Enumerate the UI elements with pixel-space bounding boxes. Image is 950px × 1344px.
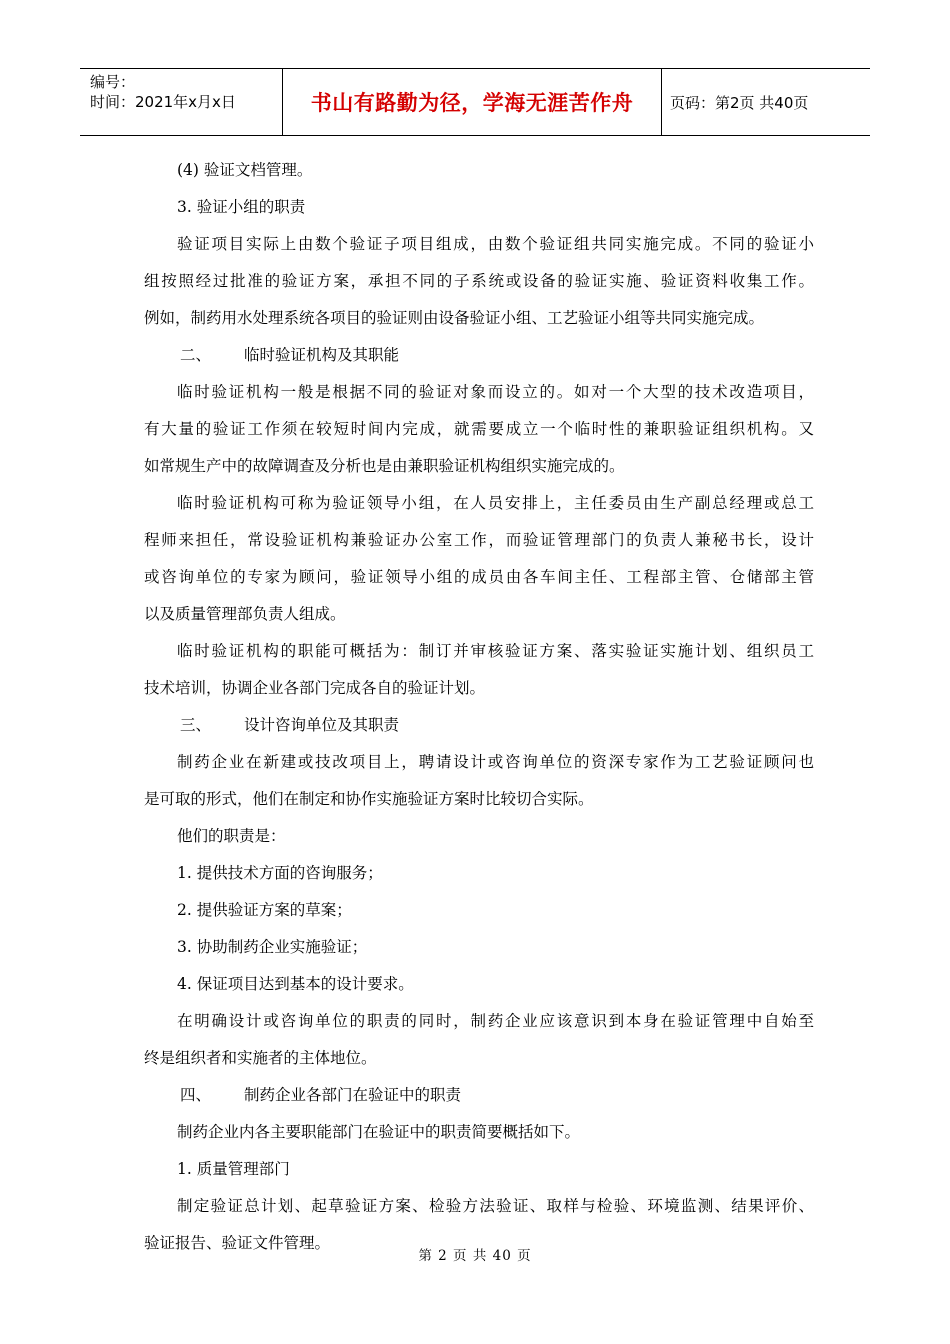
section-title: 制药企业各部门在验证中的职责 xyxy=(244,1086,462,1104)
paragraph-line: 1. 提供技术方面的咨询服务； xyxy=(177,864,383,882)
section-number: 二、 xyxy=(180,346,212,364)
page-footer: 第 2 页 共 40 页 xyxy=(418,1248,532,1264)
paragraph-line: 程师来担任，常设验证机构兼验证办公室工作，而验证管理部门的负责人兼秘书长，设计 xyxy=(144,531,814,549)
page-header xyxy=(80,68,870,136)
header-page-info: 页码：第2页 共40页 xyxy=(670,93,809,112)
paragraph-line: 1. 质量管理部门 xyxy=(177,1160,290,1178)
section-title: 设计咨询单位及其职责 xyxy=(244,716,400,734)
section-number: 四、 xyxy=(180,1086,212,1104)
paragraph-line: 组按照经过批准的验证方案，承担不同的子系统或设备的验证实施、验证资料收集工作。 xyxy=(144,272,814,290)
paragraph-line: 以及质量管理部负责人组成。 xyxy=(144,605,346,623)
paragraph-line: 制药企业在新建或技改项目上，聘请设计或咨询单位的资深专家作为工艺验证顾问也 xyxy=(177,753,814,771)
paragraph-line: 制定验证总计划、起草验证方案、检验方法验证、取样与检验、环境监测、结果评价、 xyxy=(177,1197,814,1215)
paragraph-line: 或咨询单位的专家为顾问，验证领导小组的成员由各车间主任、工程部主管、仓储部主管 xyxy=(144,568,814,586)
paragraph-line: 验证项目实际上由数个验证子项目组成，由数个验证组共同实施完成。不同的验证小 xyxy=(177,235,814,253)
document-body xyxy=(144,152,814,1262)
section-heading xyxy=(144,337,814,374)
header-motto: 书山有路勤为径，学海无涯苦作舟 xyxy=(310,91,634,115)
section-number: 三、 xyxy=(180,716,212,734)
paragraph-line: 临时验证机构的职能可概括为：制订并审核验证方案、落实验证实施计划、组织员工 xyxy=(177,642,814,660)
section-heading xyxy=(144,1077,814,1114)
paragraph-line: 2. 提供验证方案的草案； xyxy=(177,901,352,919)
paragraph-line: (4) 验证文档管理。 xyxy=(177,161,313,179)
paragraph-line: 制药企业内各主要职能部门在验证中的职责简要概括如下。 xyxy=(177,1123,581,1141)
paragraph-line: 例如，制药用水处理系统各项目的验证则由设备验证小组、工艺验证小组等共同实施完成。 xyxy=(144,309,765,327)
header-meta xyxy=(80,69,282,135)
section-heading xyxy=(144,707,814,744)
paragraph-line: 在明确设计或咨询单位的职责的同时，制药企业应该意识到本身在验证管理中自始至 xyxy=(177,1012,814,1030)
paragraph-line: 有大量的验证工作须在较短时间内完成，就需要成立一个临时性的兼职验证组织机构。又 xyxy=(144,420,814,438)
paragraph-line: 他们的职责是： xyxy=(177,827,286,845)
paragraph-line: 3. 验证小组的职责 xyxy=(177,198,306,216)
section-title: 临时验证机构及其职能 xyxy=(244,346,400,364)
paragraph-line: 4. 保证项目达到基本的设计要求。 xyxy=(177,975,414,993)
paragraph-line: 终是组织者和实施者的主体地位。 xyxy=(144,1049,377,1067)
paragraph-line: 临时验证机构一般是根据不同的验证对象而设立的。如对一个大型的技术改造项目， xyxy=(177,383,814,401)
paragraph-line: 如常规生产中的故障调查及分析也是由兼职验证机构组织实施完成的。 xyxy=(144,457,625,475)
paragraph-line: 是可取的形式，他们在制定和协作实施验证方案时比较切合实际。 xyxy=(144,790,594,808)
paragraph-line: 3. 协助制药企业实施验证； xyxy=(177,938,368,956)
paragraph-line: 临时验证机构可称为验证领导小组，在人员安排上，主任委员由生产副总经理或总工 xyxy=(177,494,814,512)
document-number-label: 编号： xyxy=(90,73,136,91)
paragraph-line: 技术培训，协调企业各部门完成各自的验证计划。 xyxy=(144,679,486,697)
document-date-label: 时间：2021年x月x日 xyxy=(90,93,236,111)
paragraph-line: 验证报告、验证文件管理。 xyxy=(144,1234,331,1252)
